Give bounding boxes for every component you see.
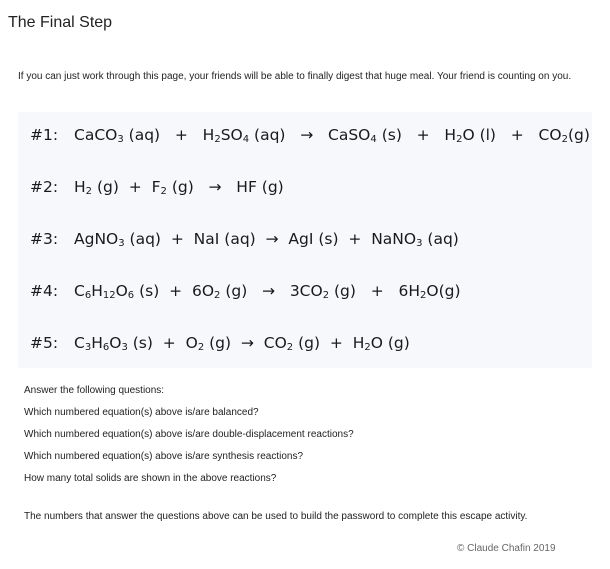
intro-text: If you can just work through this page, your friends will be able to finally digest that huge meal. Your friend is counting on you. [18, 71, 572, 82]
equation-3 [30, 230, 459, 248]
equation-number: #4: [30, 282, 59, 300]
equation-5 [30, 334, 410, 352]
equations-panel [18, 112, 592, 368]
equation-formula: $H_2$ $(g) + F_2$ (g) → HF (g) [74, 178, 284, 197]
page-title: The Final Step [8, 14, 113, 31]
questions-block [24, 380, 354, 490]
questions-heading: Answer the following questions: [24, 385, 165, 396]
equation-number: #5: [30, 334, 59, 352]
equation-formula: $C_6H_{12}O_6$ $(s) + 6O_2$ $(g) \to 3CO_2$ $(g) + 6H_2O(g)$ [74, 282, 461, 301]
equation-number: #2: [30, 178, 59, 196]
question-2: Which numbered equation(s) above is/are double-displacement reactions? [24, 429, 354, 440]
equation-formula: CaCO$_3$ $(aq) + H_2SO_4$ (aq) → CaSO$_4$ $(s) + H_2O$ $(l) + CO_2(g)$ [74, 126, 590, 145]
equation-number: #3: [30, 230, 59, 248]
equation-number: #1: [30, 126, 59, 144]
equation-formula: $C_3H_6O_3$ $(s) + O_2$ $(g) \to CO_2$ $(g) + H_2O$ (g) [74, 334, 410, 353]
question-4: How many total solids are shown in the above reactions? [24, 473, 277, 484]
equation-formula: AgNO$_3$ (aq) + NaI (aq) → AgI (s) + NaNO$_3$ (aq) [74, 230, 459, 249]
equation-1 [30, 126, 590, 144]
question-1: Which numbered equation(s) above is/are balanced? [24, 407, 259, 418]
equation-2 [30, 178, 284, 196]
equation-4 [30, 282, 461, 300]
password-note: The numbers that answer the questions above can be used to build the password to complete this escape activity. [24, 511, 528, 522]
question-3: Which numbered equation(s) above is/are synthesis reactions? [24, 451, 304, 462]
copyright-text: © Claude Chafin 2019 [457, 543, 556, 554]
